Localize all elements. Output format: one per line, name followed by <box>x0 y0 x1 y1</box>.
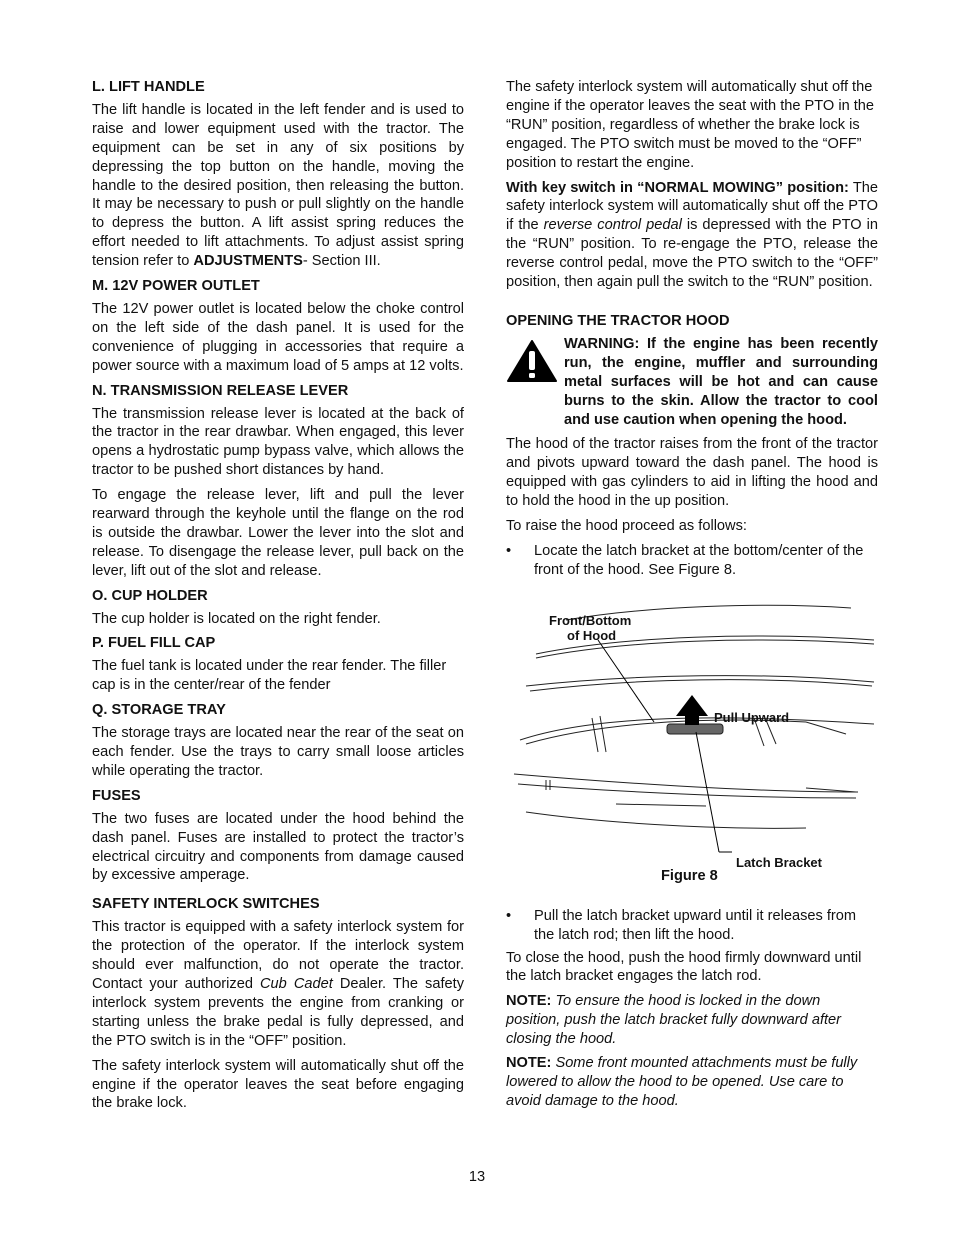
fuel-cap-body: The fuel tank is located under the rear fender. The filler cap is in the center/rear of the fender <box>92 658 447 694</box>
note-hood-lock: NOTE: To ensure the hood is locked in the down position, push the latch bracket fully downward after closing the hood. <box>506 993 842 1048</box>
label-front-bottom: Front/Bottom of Hood <box>549 612 632 643</box>
warning-block <box>506 335 878 430</box>
page-number: 13 <box>468 1169 486 1185</box>
label-pull-upward: Pull Upward <box>714 709 790 725</box>
figure-8 <box>506 592 878 887</box>
storage-tray-heading: Q. STORAGE TRAY <box>92 702 226 719</box>
bullet-locate-latch: • Locate the latch bracket at the bottom/center of the front of the hood. See Figure 8. <box>506 542 864 578</box>
warning-triangle-icon <box>506 335 564 389</box>
hood-description: The hood of the tractor raises from the front of the tractor and pivots upward toward the dash panel. The hood is equipped with gas cylinders to aid in lifting the hood and to hold the hood in the up position. <box>506 436 878 510</box>
cup-holder-body: The cup holder is located on the right fender. <box>92 610 381 627</box>
brand-name: Cub Cadet <box>260 975 333 992</box>
figure-caption: Figure 8 <box>661 867 718 884</box>
fuses-heading: FUSES <box>92 787 141 804</box>
normal-mowing-paragraph: With key switch in “NORMAL MOWING” position: The safety interlock system will automatically shut off the PTO if the reverse control pedal is depressed with the PTO in the “RUN” position. To re-engage the PTO, release the reverse control pedal, move the PTO switch to the “OFF” position, then again pull the switch to the “RUN” position. <box>506 179 878 291</box>
safety-interlock-body-2: The safety interlock system will automatically shut off the engine if the operator leaves the seat before engaging the brake lock. <box>92 1057 464 1112</box>
fuses-body: The two fuses are located under the hood behind the dash panel. Fuses are installed to protect the tractor’s electrical circuitry and components from damage caused by excessive amperage. <box>92 810 464 884</box>
lift-handle-body: The lift handle is located in the left fender and is used to raise and lower equipment used with the tractor. The equipment can be set in any of six positions by depressing the top button on the handle, moving the handle to the desired position, then releasing the button. It may be necessary to push or pull slightly on the handle to depress the button. A lift assist spring reduces the effort needed to lift attachments. To adjust assist spring tension refer to ADJUSTMENTS- Section III. <box>92 101 464 270</box>
adjustments-reference: ADJUSTMENTS <box>193 253 303 270</box>
close-hood-paragraph: To close the hood, push the hood firmly downward until the latch bracket engages the latch rod. <box>506 949 862 985</box>
transmission-body-2: To engage the release lever, lift and pull the lever rearward through the keyhole until the flange on the rod is outside the drawbar. Lower the lever into the slot and release. To disengage the release lever, pull back on the lever, lift out of the slot and release. <box>92 487 464 579</box>
note-front-attachments: NOTE: Some front mounted attachments must be fully lowered to allow the hood to be opened. Use care to avoid damage to the hood. <box>506 1055 858 1109</box>
label-latch-bracket: Latch Bracket <box>736 854 822 870</box>
lift-handle-heading: L. LIFT HANDLE <box>92 79 205 95</box>
left-column <box>92 78 464 1119</box>
safety-interlock-body-1: This tractor is equipped with a safety interlock system for the protection of the operator. If the interlock system should ever malfunction, do not operate the tractor. Contact your authorized Cub Cadet Dealer. The safety interlock system prevents the engine from cranking or starting unless the brake pedal is fully depressed, and the PTO switch is in the “OFF” position. <box>92 919 464 1049</box>
bullet-pull-latch: • Pull the latch bracket upward until it releases from the latch rod; then lift the hood. <box>506 907 857 943</box>
transmission-heading: N. TRANSMISSION RELEASE LEVER <box>92 382 349 399</box>
storage-tray-body: The storage trays are located near the rear of the seat on each fender. Use the trays to carry small loose articles while operating the tractor. <box>92 725 464 779</box>
transmission-body-1: The transmission release lever is located at the back of the tractor in the rear drawbar. When engaged, this lever opens a hydrostatic pump bypass valve, which allows the tractor to be pushed short distances by hand. <box>92 405 464 479</box>
fuel-cap-heading: P. FUEL FILL CAP <box>92 635 216 652</box>
raise-hood-intro: To raise the hood proceed as follows: <box>506 518 747 535</box>
right-column <box>506 78 878 1116</box>
safety-interlock-heading: SAFETY INTERLOCK SWITCHES <box>92 896 320 913</box>
power-outlet-body: The 12V power outlet is located below the choke control on the left side of the dash panel. It is used for the convenience of plugging in accessories that require a power source with a maximum load of 5 amps at 12 volts. <box>92 300 464 374</box>
hood-heading: OPENING THE TRACTOR HOOD <box>506 312 730 329</box>
power-outlet-heading: M. 12V POWER OUTLET <box>92 278 260 295</box>
warning-text: WARNING: If the engine has been recently run, the engine, muffler and surrounding metal surfaces will be hot and can cause burns to the skin. Allow the tractor to cool and use caution when opening the hood. <box>564 335 878 428</box>
cup-holder-heading: O. CUP HOLDER <box>92 587 208 604</box>
interlock-continued: The safety interlock system will automatically shut off the engine if the operator leaves the seat with the PTO in the “RUN” position, regardless of whether the brake lock is engaged. The PTO switch must be moved to the “OFF” position to restart the engine. <box>506 79 875 171</box>
